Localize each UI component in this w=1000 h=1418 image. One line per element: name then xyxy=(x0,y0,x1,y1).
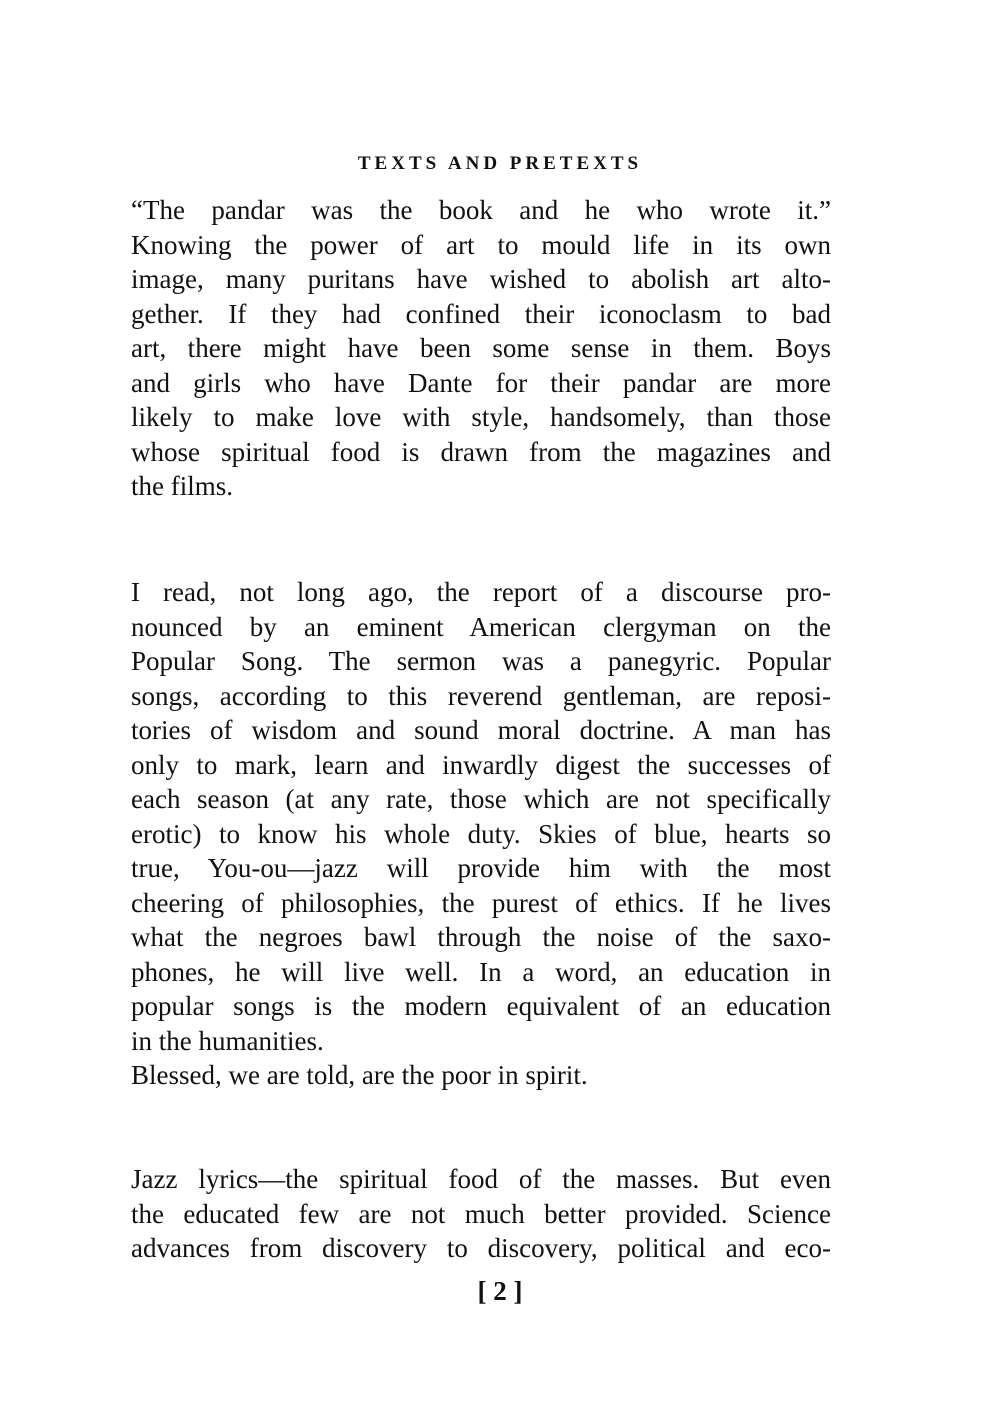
text-line: what the negroes bawl through the noise of the saxo- xyxy=(131,922,831,952)
text-line: gether. If they had confined their iconoclasm to bad xyxy=(131,298,831,329)
text-line: in the humanities. xyxy=(131,1025,324,1056)
text-line: only to mark, learn and inwardly digest the successes of xyxy=(131,749,831,780)
text-line: popular songs is the modern equivalent of an education xyxy=(131,991,831,1021)
text-line: songs, according to this reverend gentleman, are reposi- xyxy=(131,680,831,711)
text-line: image, many puritans have wished to abolish art alto- xyxy=(131,264,831,294)
text-line: Popular Song. The sermon was a panegyric. Popular xyxy=(131,646,831,676)
text-line: Jazz lyrics—the spiritual food of the masses. But even xyxy=(131,1164,831,1194)
text-line: whose spiritual food is drawn from the magazines and xyxy=(131,436,831,467)
text-line: likely to make love with style, handsomely, than those xyxy=(131,402,831,432)
text-line: cheering of philosophies, the purest of ethics. If he lives xyxy=(131,887,831,918)
text-line: erotic) to know his whole duty. Skies of blue, hearts so xyxy=(131,818,831,849)
text-line: nounced by an eminent American clergyman on the xyxy=(131,611,831,642)
paragraph-pandar xyxy=(131,193,831,504)
paragraph-blessed xyxy=(131,1058,831,1093)
paragraph-jazz-lyrics xyxy=(131,1162,831,1266)
text-line: Knowing the power of art to mould life in its own xyxy=(131,229,831,260)
text-line: phones, he will live well. In a word, an education in xyxy=(131,956,831,987)
text-line: “The pandar was the book and he who wrote it.” xyxy=(131,195,831,225)
text-line: the educated few are not much better provided. Science xyxy=(131,1198,831,1229)
text-line: and girls who have Dante for their pandar are more xyxy=(131,367,831,398)
running-head: TEXTS AND PRETEXTS xyxy=(357,153,643,174)
text-line: true, You-ou—jazz will provide him with the most xyxy=(131,853,831,883)
page-number: [ 2 ] xyxy=(477,1276,523,1306)
text-line: Blessed, we are told, are the poor in spirit. xyxy=(131,1060,588,1090)
paragraph-popular-song xyxy=(131,575,831,1058)
text-line: I read, not long ago, the report of a discourse pro- xyxy=(131,577,831,607)
text-line: each season (at any rate, those which are not specifically xyxy=(131,784,831,814)
text-line: advances from discovery to discovery, political and eco- xyxy=(131,1233,831,1263)
text-line: the films. xyxy=(131,471,233,501)
text-line: tories of wisdom and sound moral doctrine. A man has xyxy=(131,715,831,745)
text-line: art, there might have been some sense in them. Boys xyxy=(131,333,831,363)
